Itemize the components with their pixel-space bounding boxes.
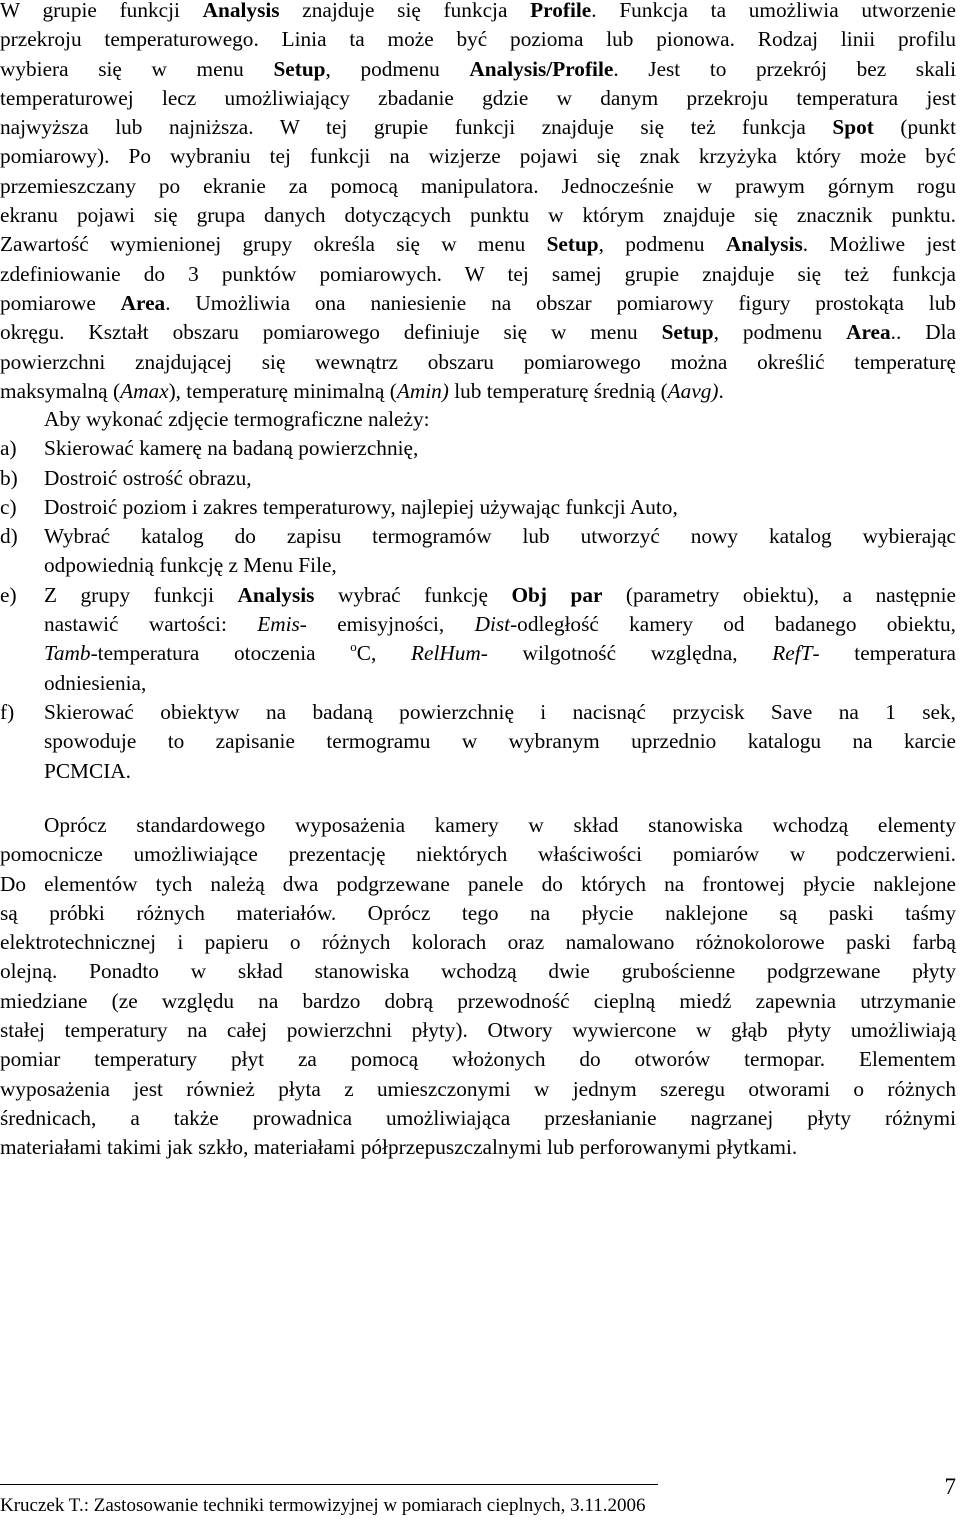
intro-italic: Amax: [120, 378, 169, 403]
intro-text: (punkt: [873, 115, 956, 140]
list-italic: RefT: [772, 641, 813, 666]
intro-text: temperaturowej lecz umożliwiający zbadanie gdzie w danym przekroju temperatura jest: [0, 85, 956, 110]
list-label: c): [0, 494, 17, 519]
closing-text: są próbki różnych materiałów. Oprócz tego na płycie naklejone są paski taśmy: [0, 900, 956, 925]
intro-text: maksymalną (: [0, 378, 121, 403]
steps-section: [0, 405, 956, 786]
list-bold: Obj par: [511, 582, 603, 607]
closing-text: stałej temperatury na całej powierzchni płyty). Otwory wywiercone w głąb płyty umożliwiają: [0, 1018, 956, 1043]
list-italic: Tamb: [44, 641, 91, 666]
closing-text: pomiar temperatury płyt za pomocą włożonych do otworów termopar. Elementem: [0, 1047, 956, 1072]
intro-text: , podmenu: [325, 56, 470, 81]
footer-rule: [0, 1484, 658, 1485]
intro-text: Zawartość wymienionej grupy określa się w menu: [0, 232, 547, 257]
closing-text: olejną. Ponadto w skład stanowiska wchodzą dwie grubościenne podgrzewane płyty: [0, 959, 956, 984]
list-label: e): [0, 582, 17, 607]
intro-text: wybiera się w menu: [0, 56, 274, 81]
intro-text: . Jest to przekrój bez skali: [613, 56, 957, 81]
list-italic: Emis: [257, 612, 300, 637]
list-text: -odległość kamery od badanego obiektu,: [510, 612, 956, 637]
list-italic: Dist: [474, 612, 511, 637]
closing-text: miedziane (ze względu na bardzo dobrą przewodność cieplną miedź zapewnia utrzymanie: [0, 988, 956, 1013]
intro-bold: Setup: [546, 232, 599, 257]
intro-bold: Analysis: [202, 0, 280, 22]
closing-text: elektrotechnicznej i papieru o różnych kolorach oraz namalowano różnokolorowe paski farbą: [0, 930, 956, 955]
intro-bold: Setup: [273, 56, 326, 81]
list-text: - wilgotność względna,: [480, 641, 773, 666]
closing-text: materiałami takimi jak szkło, materiałami półprzepuszczalnymi lub perforowanymi płytkami.: [0, 1135, 798, 1160]
closing-text: pomocnicze umożliwiające prezentację niektórych właściwości pomiarów w podczerwieni.: [0, 842, 956, 867]
list-item: [0, 434, 956, 463]
list-text: odniesienia,: [44, 670, 147, 695]
intro-bold: Analysis/Profile: [469, 56, 614, 81]
list-text: Skierować obiektyw na badaną powierzchnię i nacisnąć przycisk Save na 1 sek,: [44, 699, 956, 724]
intro-text: okręgu. Kształt obszaru pomiarowego definiuje się w menu: [0, 320, 662, 345]
intro-text: pomiarowe: [0, 290, 121, 315]
page-number: 7: [944, 1474, 956, 1499]
intro-bold: Spot: [832, 115, 874, 140]
intro-bold: Analysis: [725, 232, 803, 257]
list-text: nastawić wartości:: [44, 612, 258, 637]
intro-bold: Profile: [530, 0, 592, 22]
intro-text: ), temperaturę minimalną (: [168, 378, 397, 403]
intro-paragraph: [0, 0, 956, 406]
list-text: PCMCIA.: [44, 758, 131, 783]
list-item: [0, 581, 956, 698]
closing-text: wyposażenia jest również płyta z umieszczonymi w jednym szeregu otworami o różnych: [0, 1076, 956, 1101]
list-item: [0, 698, 956, 786]
intro-text: . Umożliwia ona naniesienie na obszar pomiarowy figury prostokąta lub: [165, 290, 956, 315]
intro-text: powierzchni znajdującej się wewnątrz obszaru pomiarowego można określić temperaturę: [0, 349, 956, 374]
closing-paragraph: [0, 811, 956, 1163]
intro-italic: Amin): [396, 378, 449, 403]
intro-text: pomiarowy). Po wybraniu tej funkcji na wizjerze pojawi się znak krzyżyka który może być: [0, 144, 956, 169]
degree-superscript: o: [350, 639, 357, 655]
list-text: - temperatura: [812, 641, 956, 666]
intro-bold: Area: [120, 290, 166, 315]
list-text: Z grupy funkcji: [44, 582, 238, 607]
list-text: - emisyjności,: [299, 612, 475, 637]
intro-bold: Setup: [661, 320, 714, 345]
intro-text: , podmenu: [598, 232, 726, 257]
steps-intro: Aby wykonać zdjęcie termograficzne należy:: [44, 407, 430, 431]
intro-text: przemieszczany po ekranie za pomocą manipulatora. Jednocześnie w prawym górnym rogu: [0, 173, 956, 198]
intro-text: ekranu pojawi się grupa danych dotyczących punktu w którym znajduje się znacznik punktu.: [0, 203, 956, 228]
intro-text: zdefiniowanie do 3 punktów pomiarowych. W tej samej grupie znajduje się też funkcja: [0, 261, 956, 286]
list-item: [0, 522, 956, 581]
list-text: C,: [356, 641, 411, 666]
intro-bold: Area: [846, 320, 891, 345]
list-text: Wybrać katalog do zapisu termogramów lub utworzyć nowy katalog wybierając: [44, 524, 956, 549]
closing-text: Oprócz standardowego wyposażenia kamery w skład stanowiska wchodzą elementy: [44, 813, 956, 837]
list-italic: RelHum: [411, 641, 481, 666]
list-text: odpowiednią funkcję z Menu File,: [44, 553, 337, 578]
intro-text: najwyższa lub najniższa. W tej grupie funkcji znajduje się też funkcja: [0, 115, 833, 140]
intro-text: . Możliwe jest: [802, 232, 956, 257]
list-item: [0, 493, 956, 522]
steps-list: [0, 434, 956, 786]
list-bold: Analysis: [237, 582, 315, 607]
list-text: Skierować kamerę na badaną powierzchnię,: [44, 436, 419, 461]
intro-italic: Aavg): [667, 378, 719, 403]
intro-text: W grupie funkcji: [0, 0, 203, 22]
list-item: [0, 464, 956, 493]
intro-text: .. Dla: [890, 320, 956, 345]
intro-text: .: [718, 378, 724, 403]
list-text: spowoduje to zapisanie termogramu w wybranym uprzednio katalogu na karcie: [44, 729, 956, 754]
list-text: (parametry obiektu), a następnie: [602, 582, 957, 607]
footer-citation: Kruczek T.: Zastosowanie techniki termowizyjnej w pomiarach cieplnych, 3.11.2006: [0, 1495, 646, 1516]
intro-text: znajduje się funkcja: [279, 0, 531, 22]
intro-text: . Funkcja ta umożliwia utworzenie: [591, 0, 956, 22]
closing-text: średnicach, a także prowadnica umożliwiająca przesłanianie nagrzanej płyty różnymi: [0, 1105, 956, 1130]
list-label: b): [0, 465, 18, 490]
list-text: Dostroić poziom i zakres temperaturowy, najlepiej używając funkcji Auto,: [44, 494, 678, 519]
list-label: d): [0, 524, 18, 549]
intro-text: , podmenu: [713, 320, 847, 345]
intro-text: lub temperaturę średnią (: [448, 378, 668, 403]
list-label: f): [0, 699, 15, 724]
list-label: a): [0, 436, 17, 461]
list-text: Dostroić ostrość obrazu,: [44, 465, 252, 490]
list-text: wybrać funkcję: [314, 582, 512, 607]
intro-text: przekroju temperaturowego. Linia ta może być pozioma lub pionowa. Rodzaj linii profilu: [0, 27, 956, 52]
closing-text: Do elementów tych należą dwa podgrzewane panele do których na frontowej płycie naklejone: [0, 871, 956, 896]
list-text: -temperatura otoczenia: [90, 641, 351, 666]
